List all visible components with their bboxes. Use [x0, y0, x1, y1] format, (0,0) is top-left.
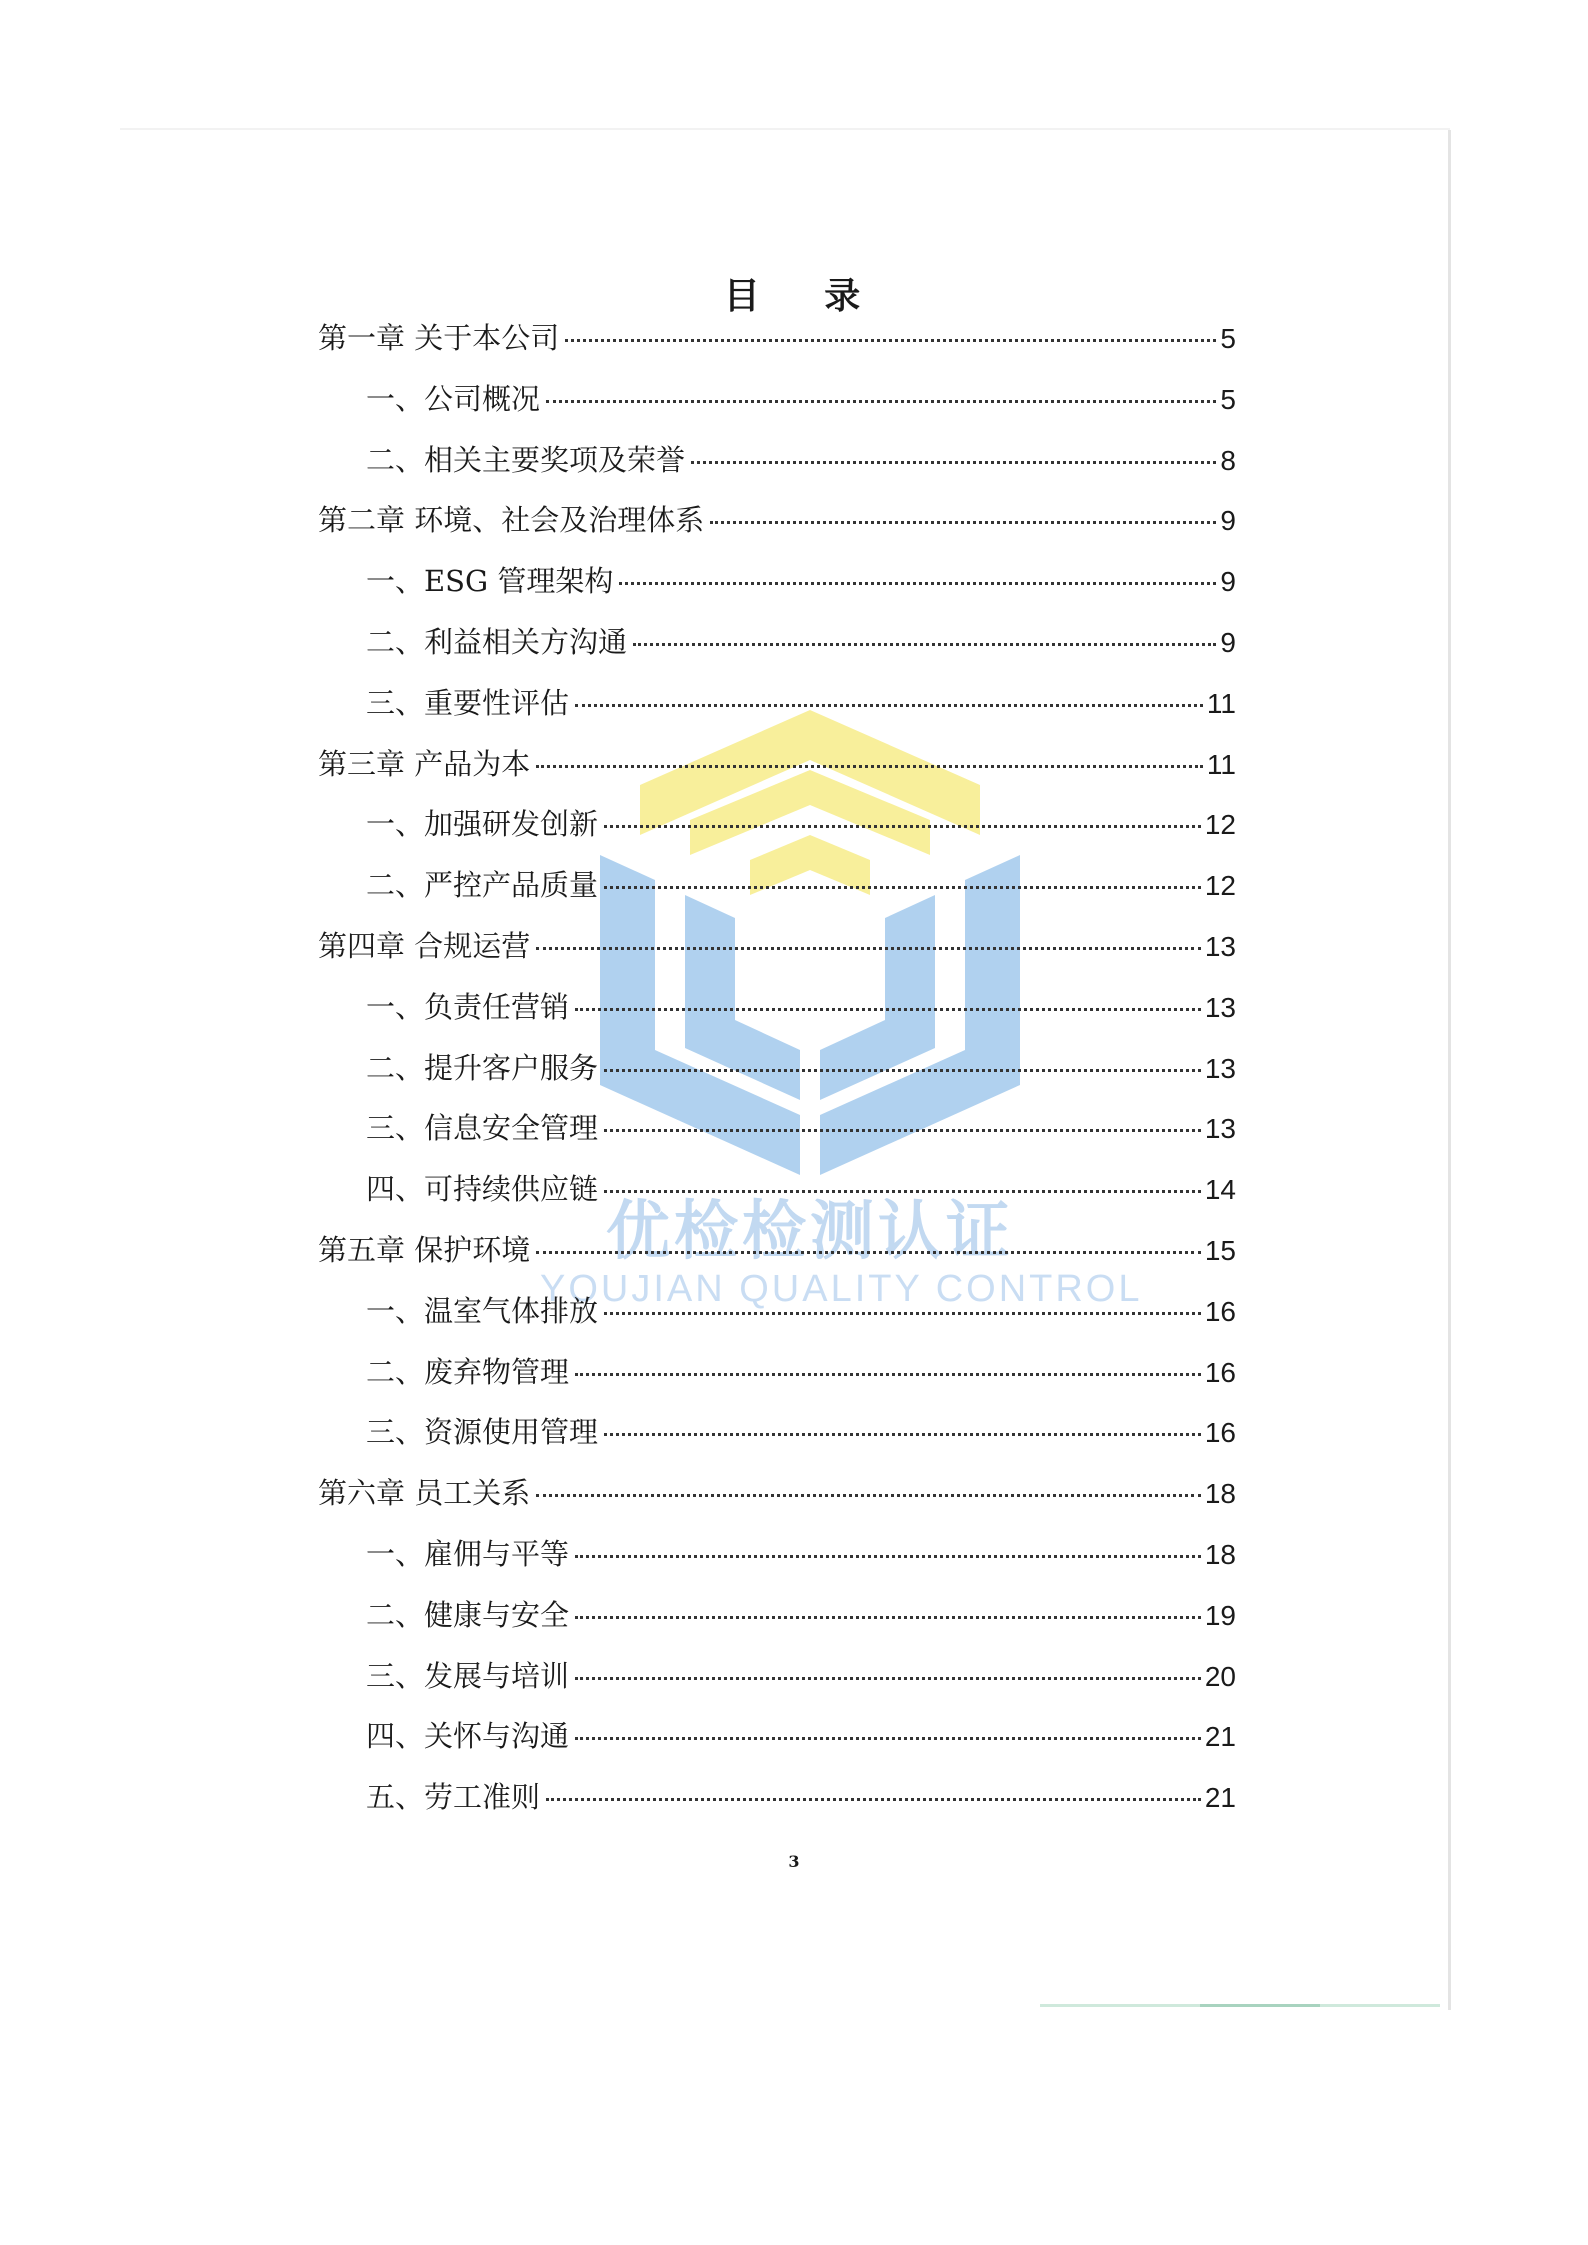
- toc-entry-label: 二、废弃物管理: [366, 1354, 570, 1389]
- toc-section-entry[interactable]: [318, 1410, 1236, 1471]
- toc-section-entry[interactable]: [318, 1532, 1236, 1593]
- toc-entry-label: 一、加强研发创新: [366, 807, 599, 842]
- toc-entry-label: 第六章 员工关系: [318, 1476, 531, 1511]
- toc-entry-page: 11: [1206, 748, 1236, 780]
- toc-entry-page: 13: [1204, 930, 1236, 962]
- scan-edge-top: [120, 128, 1450, 130]
- toc-entry-label: 二、利益相关方沟通: [366, 624, 628, 659]
- toc-entry-label: 三、资源使用管理: [366, 1415, 599, 1450]
- toc-section-entry[interactable]: [318, 802, 1236, 863]
- toc-section-entry[interactable]: [318, 1775, 1236, 1836]
- toc-dot-leader: [575, 1555, 1201, 1558]
- scan-edge-right: [1448, 130, 1451, 2010]
- toc-entry-page: 14: [1204, 1174, 1236, 1206]
- toc-section-entry[interactable]: [318, 1167, 1236, 1228]
- toc-entry-page: 15: [1204, 1234, 1236, 1266]
- toc-chapter-entry[interactable]: [318, 498, 1236, 559]
- toc-entry-page: 16: [1204, 1295, 1236, 1327]
- toc-section-entry[interactable]: [318, 1289, 1236, 1350]
- toc-dot-leader: [710, 521, 1216, 524]
- toc-dot-leader: [604, 825, 1201, 828]
- toc-entry-label: 一、公司概况: [366, 381, 541, 416]
- toc-section-entry[interactable]: [318, 1714, 1236, 1775]
- toc-section-entry[interactable]: [318, 559, 1236, 620]
- toc-dot-leader: [536, 1251, 1201, 1254]
- toc-entry-page: 18: [1204, 1538, 1236, 1570]
- toc-entry-page: 11: [1206, 687, 1236, 719]
- toc-dot-leader: [604, 886, 1201, 889]
- toc-entry-page: 13: [1204, 1052, 1236, 1084]
- toc-entry-label: 第一章 关于本公司: [318, 321, 560, 355]
- watermark-name-cn: 优检检测认证: [606, 1195, 1014, 1269]
- toc-entry-page: 12: [1204, 809, 1236, 841]
- toc-dot-leader: [575, 1373, 1201, 1376]
- toc-entry-page: 16: [1204, 1356, 1236, 1388]
- toc-section-entry[interactable]: [318, 1593, 1236, 1654]
- toc-section-entry[interactable]: [318, 1046, 1236, 1107]
- toc-chapter-entry[interactable]: [318, 1471, 1236, 1532]
- toc-dot-leader: [536, 947, 1201, 950]
- toc-entry-label: 二、严控产品质量: [366, 868, 599, 903]
- toc-entry-label: 四、可持续供应链: [366, 1172, 599, 1207]
- toc-section-entry[interactable]: [318, 620, 1236, 681]
- toc-dot-leader: [536, 765, 1203, 768]
- toc-chapter-entry[interactable]: [318, 316, 1236, 377]
- toc-entry-label: 第五章 保护环境: [318, 1232, 531, 1267]
- toc-entry-label: 三、信息安全管理: [366, 1111, 599, 1146]
- toc-dot-leader: [604, 1433, 1201, 1436]
- toc-entry-label: 三、重要性评估: [366, 685, 570, 720]
- toc-entry-label: 一、温室气体排放: [366, 1293, 599, 1328]
- toc-entry-label: 第二章 环境、社会及治理体系: [318, 503, 705, 538]
- toc-entry-page: 12: [1204, 870, 1236, 902]
- toc-entry-label: 二、提升客户服务: [366, 1050, 599, 1085]
- toc-entry-page: 8: [1220, 444, 1236, 476]
- toc-dot-leader: [575, 1616, 1201, 1619]
- toc-entry-page: 21: [1204, 1721, 1236, 1753]
- toc-dot-leader: [691, 461, 1216, 464]
- toc-dot-leader: [546, 400, 1216, 403]
- toc-chapter-entry[interactable]: [318, 924, 1236, 985]
- toc-dot-leader: [575, 704, 1203, 707]
- toc-entry-label: 三、发展与培训: [366, 1658, 570, 1693]
- toc-entry-page: 16: [1204, 1417, 1236, 1449]
- toc-dot-leader: [575, 1737, 1201, 1740]
- toc-entry-page: 5: [1220, 323, 1236, 354]
- toc-section-entry[interactable]: [318, 377, 1236, 438]
- toc-entry-label: 二、健康与安全: [366, 1597, 570, 1632]
- toc-chapter-entry[interactable]: [318, 1228, 1236, 1289]
- toc-dot-leader: [565, 339, 1216, 342]
- toc-dot-leader: [604, 1129, 1201, 1132]
- toc-dot-leader: [633, 643, 1216, 646]
- toc-dot-leader: [604, 1190, 1201, 1193]
- toc-dot-leader: [536, 1494, 1201, 1497]
- toc-section-entry[interactable]: [318, 985, 1236, 1046]
- page-title: 目 录: [723, 275, 887, 317]
- toc-dot-leader: [619, 582, 1216, 585]
- toc-section-entry[interactable]: [318, 1654, 1236, 1715]
- toc-section-entry[interactable]: [318, 1350, 1236, 1411]
- toc-dot-leader: [604, 1069, 1201, 1072]
- toc-section-entry[interactable]: [318, 863, 1236, 924]
- watermark-name-en: YOUJIAN QUALITY CONTROL: [540, 1268, 1143, 1310]
- toc-dot-leader: [546, 1798, 1201, 1801]
- toc-entry-page: 20: [1204, 1660, 1236, 1692]
- toc-entry-page: 19: [1204, 1599, 1236, 1631]
- toc-entry-page: 9: [1220, 626, 1236, 658]
- toc-dot-leader: [575, 1677, 1201, 1680]
- toc-entry-page: 18: [1204, 1478, 1236, 1510]
- toc-entry-label: 第三章 产品为本: [318, 746, 531, 781]
- toc-entry-page: 9: [1220, 566, 1236, 598]
- toc-chapter-entry[interactable]: [318, 742, 1236, 803]
- toc-entry-label: 一、雇佣与平等: [366, 1536, 570, 1571]
- page-number: 3: [788, 1852, 800, 1871]
- toc-entry-label: 四、关怀与沟通: [366, 1719, 570, 1754]
- toc-section-entry[interactable]: [318, 681, 1236, 742]
- toc-entry-page: 13: [1204, 1113, 1236, 1145]
- toc-entry-page: 13: [1204, 991, 1236, 1023]
- toc-entry-label: 一、负责任营销: [366, 989, 570, 1024]
- toc-list: [318, 316, 1236, 1836]
- toc-entry-page: 5: [1220, 383, 1236, 415]
- toc-dot-leader: [604, 1312, 1201, 1315]
- scan-bottom-line: [1040, 2004, 1440, 2007]
- toc-dot-leader: [575, 1008, 1201, 1011]
- toc-entry-label: 一、ESG 管理架构: [366, 564, 614, 599]
- toc-section-entry[interactable]: [318, 438, 1236, 499]
- toc-entry-label: 二、相关主要奖项及荣誉: [366, 442, 686, 477]
- toc-entry-page: 21: [1204, 1782, 1236, 1814]
- toc-entry-label: 五、劳工准则: [366, 1780, 541, 1815]
- toc-entry-label: 第四章 合规运营: [318, 928, 531, 963]
- toc-entry-page: 9: [1220, 505, 1236, 537]
- toc-section-entry[interactable]: [318, 1106, 1236, 1167]
